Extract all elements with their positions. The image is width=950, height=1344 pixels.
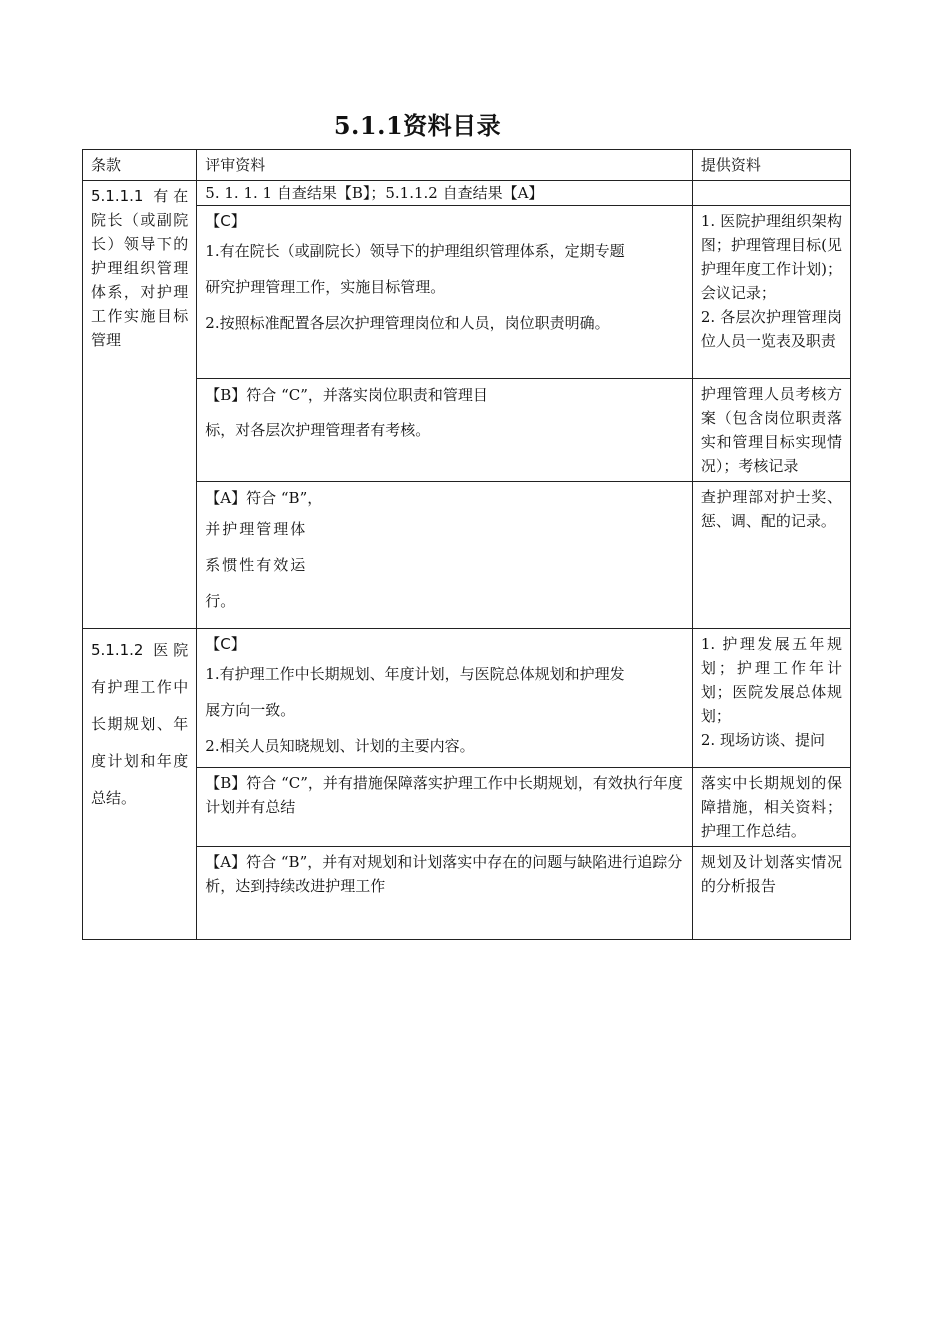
requirement-line: 并护理管理体 [205,520,308,538]
requirement-line: 【B】符合 “C”，并有措施保障落实护理工作中长期规划，有效执行年度计划并有总结 [205,774,683,816]
requirement-line: 2.按照标准配置各层次护理管理岗位和人员，岗位职责明确。 [205,314,610,332]
provided-cell: 护理管理人员考核方案（包含岗位职责落实和管理目标实现情况）；考核记录 [692,379,850,482]
level-label: 【C】 [205,635,246,653]
provided-cell: 1. 护理发展五年规划；护理工作年计划；医院发展总体规划； 2. 现场访谈、提问 [692,629,850,768]
header-provided: 提供资料 [692,150,850,181]
self-check-cell [197,181,693,206]
provided-cell: 规划及计划落实情况的分析报告 [692,847,850,940]
table-row [83,181,851,206]
requirement-line: 【A】符合 “B”， [205,489,323,507]
table-header-row [83,150,851,181]
requirement-line: 标，对各层次护理管理者有考核。 [205,421,431,439]
requirement-line: 系惯性有效运 [205,556,308,574]
requirement-line: 研究护理管理工作，实施目标管理。 [205,278,446,296]
table-row [83,379,851,482]
table-row [83,482,851,629]
review-cell [197,206,693,379]
page-title: 5.1.1资料目录 [333,111,502,140]
provided-cell: 查护理部对护士奖、惩、调、配的记录。 [692,482,850,629]
clause-cell [83,181,197,629]
level-label: 【C】 [205,212,246,230]
clause-text: 5.1.1.2 医院有护理工作中长期规划、年度计划和年度总结。 [91,641,189,807]
provided-cell: 1. 医院护理组织架构图；护理管理目标(见护理年度工作计划)；会议记录； 2. 各层次护理管理岗位人员一览表及职责 [692,206,850,379]
table-row [83,206,851,379]
requirement-line: 2.相关人员知晓规划、计划的主要内容。 [205,737,475,755]
requirement-line: 1.有护理工作中长期规划、年度计划，与医院总体规划和护理发 [205,665,625,683]
table-row [83,847,851,940]
review-cell [197,629,693,768]
requirement-line: 1.有在院长（或副院长）领导下的护理组织管理体系，定期专题 [205,242,625,260]
review-cell [197,768,693,847]
header-clause: 条款 [83,150,197,181]
clause-cell [83,629,197,940]
provided-cell: 落实中长期规划的保障措施，相关资料；护理工作总结。 [692,768,850,847]
clause-text: 5.1.1.1 有在院长（或副院长）领导下的护理组织管理体系，对护理工作实施目标管理 [91,187,189,349]
review-cell [197,847,693,940]
requirement-line: 【B】符合 “C”，并落实岗位职责和管理目 [205,386,488,404]
review-cell [197,482,693,629]
requirement-line: 【A】符合 “B”，并有对规划和计划落实中存在的问题与缺陷进行追踪分析，达到持续改进护理工作 [205,853,683,895]
table-row [83,629,851,768]
review-cell [197,379,693,482]
self-check-text: 5. 1. 1. 1 自查结果【B】；5.1.1.2 自查结果【A】 [205,184,544,202]
table-row [83,768,851,847]
catalog-table [82,149,851,940]
header-review: 评审资料 [197,150,693,181]
requirement-line: 展方向一致。 [205,701,296,719]
provided-cell-empty [692,181,850,206]
requirement-line: 行。 [205,592,236,610]
